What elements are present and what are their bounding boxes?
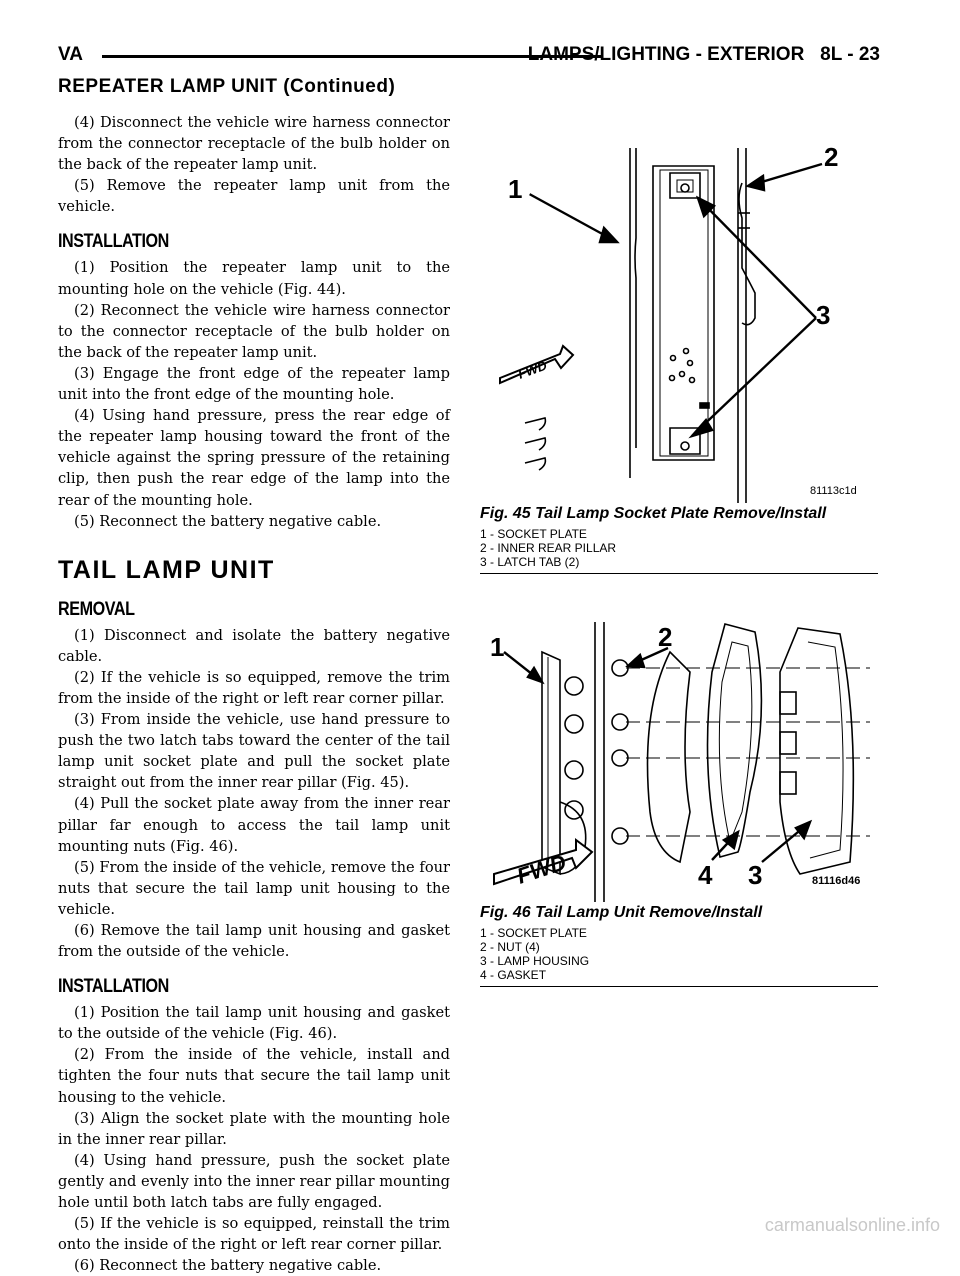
paragraph: (5) From the inside of the vehicle, remove the four nuts that secure the tail lamp unit housing to the vehicle.: [58, 858, 450, 918]
figure-divider: [480, 986, 878, 987]
page-header: [58, 44, 880, 78]
callout-1: 1: [490, 632, 505, 662]
figure-code: 81116d46: [812, 875, 861, 887]
socket-plate-illustration: [480, 118, 878, 503]
tail-lamp-unit-heading: TAIL LAMP UNIT: [58, 555, 275, 584]
paragraph: (1) Position the tail lamp unit housing and gasket to the outside of the vehicle (Fig. 46).: [58, 1004, 450, 1043]
watermark: carmanualsonline.info: [764, 1215, 940, 1235]
continued-heading: REPEATER LAMP UNIT (Continued): [58, 76, 396, 97]
paragraph: (5) Remove the repeater lamp unit from the vehicle.: [58, 177, 450, 216]
installation-heading: INSTALLATION: [58, 976, 169, 998]
legend-item: 3 - LATCH TAB (2): [480, 555, 580, 569]
callout-4: 4: [698, 860, 713, 890]
legend-item: 1 - SOCKET PLATE: [480, 527, 587, 541]
paragraph: (4) Pull the socket plate away from the inner rear pillar far enough to access the tail lamp unit mounting nuts (Fig. 46).: [58, 795, 450, 855]
legend-item: 2 - INNER REAR PILLAR: [480, 541, 617, 555]
paragraph: (2) Reconnect the vehicle wire harness connector to the connector receptacle of the bulb holder on the back of the repeater lamp unit.: [58, 301, 450, 361]
paragraph: (2) If the vehicle is so equipped, remove the trim from the inside of the right or left rear corner pillar.: [58, 668, 450, 707]
paragraph: (4) Using hand pressure, push the socket plate gently and evenly into the inner rear pillar mounting hole until both latch tabs are fully engaged.: [58, 1151, 450, 1212]
paragraph: (2) From the inside of the vehicle, install and tighten the four nuts that secure the tail lamp unit housing to the vehicle.: [58, 1046, 450, 1106]
paragraph: (3) From inside the vehicle, use hand pressure to push the two latch tabs toward the center of the tail lamp unit socket plate and pull the socket plate straight out from the inner rear pillar (Fig. 45).: [58, 711, 450, 792]
fwd-arrow-label: FWD: [515, 357, 549, 382]
callout-2: 2: [824, 142, 839, 172]
header-section-page: LAMPS/LIGHTING - EXTERIOR 8L - 23: [527, 44, 880, 65]
figure-caption: Fig. 45 Tail Lamp Socket Plate Remove/Install: [480, 505, 827, 522]
callout-2: 2: [658, 622, 673, 652]
paragraph: (6) Reconnect the battery negative cable.: [74, 1257, 382, 1275]
paragraph: (1) Position the repeater lamp unit to the mounting hole on the vehicle (Fig. 44).: [58, 259, 450, 298]
figure-46: [480, 612, 878, 987]
legend-item: 1 - SOCKET PLATE: [480, 926, 587, 940]
callout-3: 3: [748, 860, 763, 890]
callout-1: 1: [508, 174, 523, 204]
paragraph: (4) Disconnect the vehicle wire harness connector from the connector receptacle of the bulb holder on the back of the repeater lamp unit.: [58, 114, 450, 174]
paragraph: (3) Align the socket plate with the mounting hole in the inner rear pillar.: [58, 1109, 450, 1148]
figure-legend: [480, 926, 878, 982]
tail-lamp-illustration: [480, 612, 878, 902]
left-column: [58, 112, 450, 1276]
legend-item: 3 - LAMP HOUSING: [480, 954, 590, 968]
paragraph: (6) Remove the tail lamp unit housing and gasket from the outside of the vehicle.: [58, 922, 450, 961]
paragraph: (5) Reconnect the battery negative cable.: [74, 512, 382, 530]
installation-heading: INSTALLATION: [58, 231, 169, 253]
paragraph: (4) Using hand pressure, press the rear edge of the repeater lamp housing toward the front of the vehicle against the spring pressure of the retaining clip, then push the rear edge of the lamp into the rear of the mounting hole.: [58, 407, 450, 509]
callout-3: 3: [816, 300, 831, 330]
figure-45: [480, 118, 878, 574]
figure-divider: [480, 573, 878, 574]
legend-item: 2 - NUT (4): [480, 940, 540, 954]
figure-caption: Fig. 46 Tail Lamp Unit Remove/Install: [480, 904, 763, 921]
paragraph: (5) If the vehicle is so equipped, reinstall the trim onto the inside of the right or left rear corner pillar.: [58, 1215, 450, 1254]
figure-legend: [480, 527, 878, 569]
removal-heading: REMOVAL: [58, 598, 135, 620]
figure-code: 81113c1d: [810, 485, 857, 497]
fwd-arrow-label: FWD: [513, 849, 570, 889]
paragraph: (1) Disconnect and isolate the battery negative cable.: [58, 626, 450, 665]
header-model: VA: [58, 44, 83, 65]
paragraph: (3) Engage the front edge of the repeater lamp unit into the front edge of the mounting hole.: [58, 364, 450, 404]
legend-item: 4 - GASKET: [480, 968, 547, 982]
